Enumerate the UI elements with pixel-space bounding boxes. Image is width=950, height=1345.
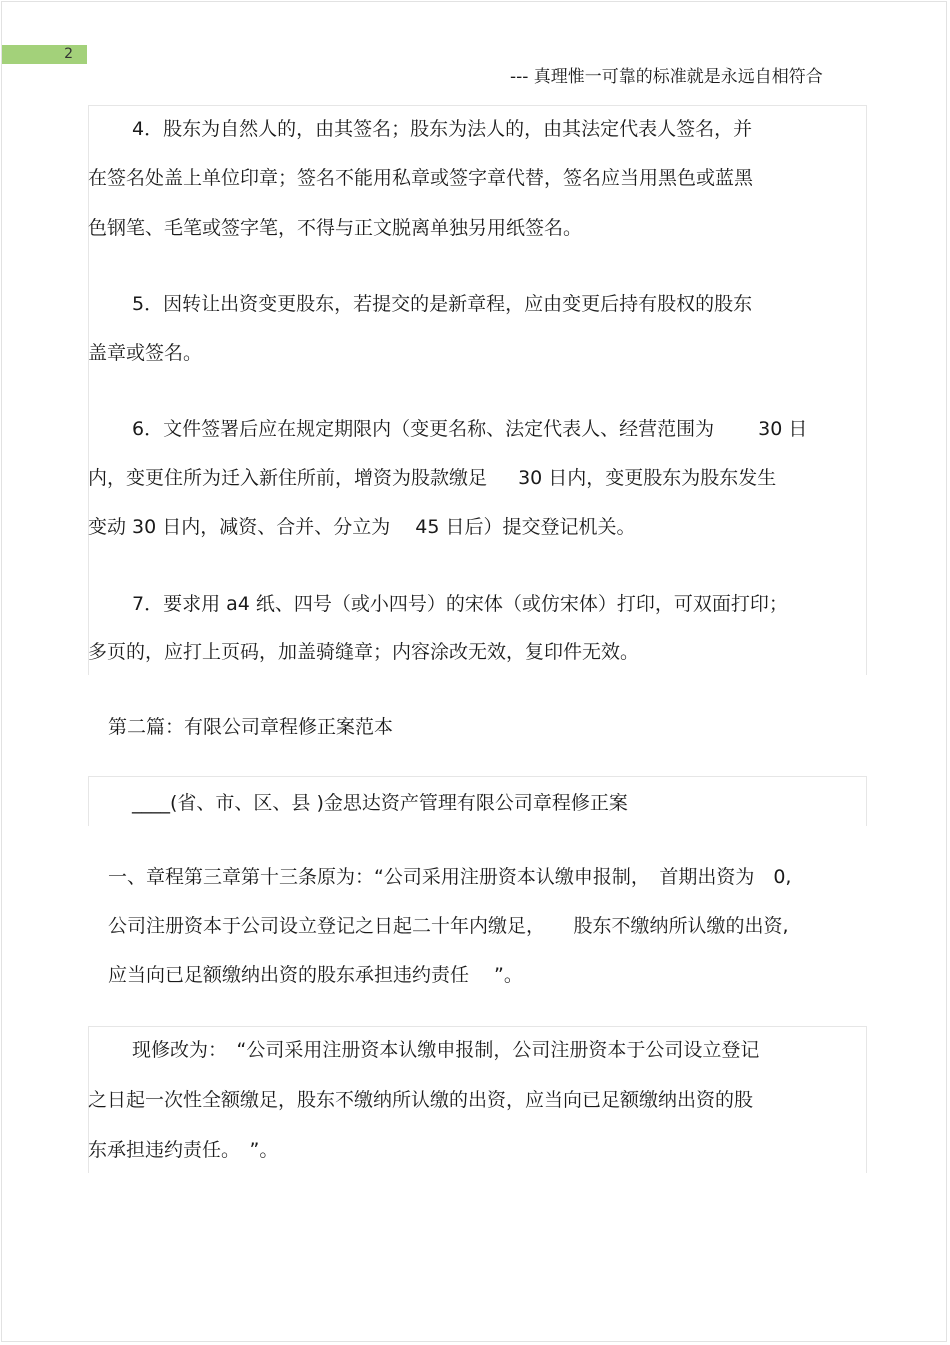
requirements-box [88, 105, 867, 675]
item-4-line-2: 在签名处盖上单位印章；签名不能用私章或签字章代替，签名应当用黑色或蓝黑 [88, 167, 754, 189]
page [1, 1, 947, 1342]
item-4-line-3: 色钢笔、毛笔或签字笔，不得与正文脱离单独另用纸签名。 [88, 217, 583, 239]
item-5-line-1: 5．因转让出资变更股东，若提交的是新章程，应由变更后持有股权的股东 [132, 293, 753, 315]
part2-title: 第二篇：有限公司章程修正案范本 [108, 716, 394, 738]
modified-line-1: 现修改为： “公司采用注册资本认缴申报制，公司注册资本于公司设立登记 [132, 1039, 760, 1061]
clause-1-line-2: 公司注册资本于公司设立登记之日起二十年内缴足， 股东不缴纳所认缴的出资, [108, 915, 789, 937]
item-6-line-2: 内，变更住所为迁入新住所前，增资为股款缴足 30 日内，变更股东为股东发生 [88, 467, 777, 489]
page-number: 2 [2, 45, 87, 64]
item-4-line-1: 4．股东为自然人的，由其签名；股东为法人的，由其法定代表人签名，并 [132, 118, 753, 140]
amendment-title: ____(省、市、区、县 )金思达资产管理有限公司章程修正案 [132, 792, 628, 814]
modified-line-3: 东承担违约责任。 ”。 [88, 1139, 279, 1161]
item-5-line-2: 盖章或签名。 [88, 342, 203, 364]
clause-1-line-3: 应当向已足额缴纳出资的股东承担违约责任 ”。 [108, 964, 523, 986]
item-6-line-1: 6．文件签署后应在规定期限内（变更名称、法定代表人、经营范围为 30 日 [132, 418, 808, 440]
item-7-line-1: 7．要求用 a4 纸、四号（或小四号）的宋体（或仿宋体）打印，可双面打印； [132, 593, 788, 615]
clause-1-line-1: 一、章程第三章第十三条原为：“公司采用注册资本认缴申报制， 首期出资为 0, [108, 866, 792, 888]
item-6-line-3: 变动 30 日内，减资、合并、分立为 45 日后）提交登记机关。 [88, 516, 636, 538]
modified-line-2: 之日起一次性全额缴足，股东不缴纳所认缴的出资，应当向已足额缴纳出资的股 [88, 1089, 754, 1111]
header-quote: --- 真理惟一可靠的标准就是永远自相符合 [510, 67, 823, 87]
item-7-line-2: 多页的，应打上页码，加盖骑缝章；内容涂改无效，复印件无效。 [88, 641, 640, 663]
